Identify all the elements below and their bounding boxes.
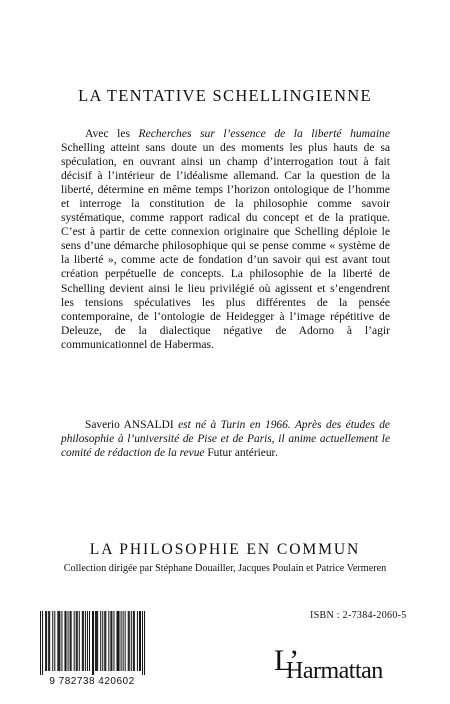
barcode-bar bbox=[58, 611, 59, 671]
barcode-bar bbox=[144, 611, 145, 675]
barcode-bar bbox=[129, 611, 130, 671]
barcode-bars bbox=[40, 611, 145, 675]
barcode-bar bbox=[70, 611, 71, 671]
barcode-bar bbox=[113, 611, 114, 671]
barcode-bar bbox=[46, 611, 47, 671]
author-bio-text: est né à Turin en 1966. Après des études de philosophie à l’université de Pise et de Paris, il anime actuellement le comité de rédaction de la revue bbox=[61, 419, 390, 460]
barcode-bar bbox=[139, 611, 140, 671]
barcode-bar bbox=[83, 611, 84, 671]
blurb-text-1: Avec les bbox=[85, 127, 139, 140]
publisher-logo bbox=[274, 644, 383, 685]
publisher-prefix: L’ bbox=[274, 644, 299, 677]
barcode-bar bbox=[59, 611, 60, 671]
barcode-digits: 9 782738 420602 bbox=[49, 676, 135, 687]
barcode-bar bbox=[125, 611, 126, 671]
barcode-bar bbox=[74, 611, 75, 671]
barcode-bar bbox=[133, 611, 134, 671]
barcode-bar bbox=[104, 611, 105, 671]
barcode-bar bbox=[54, 611, 55, 671]
barcode-bar bbox=[71, 611, 72, 671]
author-name: Saverio ANSALDI bbox=[85, 419, 174, 431]
barcode-bar bbox=[96, 611, 97, 671]
isbn: ISBN : 2-7384-2060-5 bbox=[310, 610, 407, 621]
barcode-bar bbox=[111, 611, 112, 671]
barcode-bar bbox=[97, 611, 98, 671]
barcode-bar bbox=[102, 611, 103, 671]
barcode-bar bbox=[117, 611, 118, 671]
blurb bbox=[61, 127, 390, 352]
barcode-bar bbox=[49, 611, 50, 671]
barcode-bar bbox=[134, 611, 135, 671]
barcode-bar bbox=[108, 611, 109, 671]
series-title: LA PHILOSOPHIE EN COMMUN bbox=[89, 541, 361, 558]
barcode-bar bbox=[95, 611, 96, 671]
barcode-bar bbox=[40, 611, 41, 675]
barcode-bar bbox=[79, 611, 80, 671]
barcode-bar bbox=[87, 611, 88, 671]
barcode-bar bbox=[140, 611, 141, 671]
barcode-bar bbox=[131, 611, 132, 671]
barcode-bar bbox=[77, 611, 78, 671]
barcode-bar bbox=[110, 611, 111, 671]
barcode-bar bbox=[100, 611, 101, 671]
barcode-bar bbox=[48, 611, 49, 671]
barcode-bar bbox=[89, 611, 90, 671]
barcode-bar bbox=[128, 611, 129, 671]
author-bio bbox=[61, 418, 390, 460]
series-editors: Collection dirigée par Stéphane Douailler, Jacques Poulain et Patrice Vermeren bbox=[63, 563, 387, 574]
barcode-bar bbox=[93, 611, 94, 675]
barcode-bar bbox=[137, 611, 138, 671]
blurb-book-reference: Recherches sur l’essence de la liberté humaine bbox=[138, 127, 390, 140]
barcode-bar bbox=[45, 611, 46, 671]
publisher-name: Harmattan bbox=[286, 658, 383, 684]
book-title: LA TENTATIVE SCHELLINGIENNE bbox=[78, 86, 372, 105]
barcode-bar bbox=[92, 611, 93, 675]
barcode-bar bbox=[118, 611, 119, 671]
bio-end: . bbox=[275, 447, 279, 460]
barcode-bar bbox=[123, 611, 124, 671]
barcode-bar bbox=[61, 611, 62, 671]
barcode-bar bbox=[142, 611, 143, 675]
barcode-bar bbox=[82, 611, 83, 671]
barcode-bar bbox=[76, 611, 77, 671]
barcode-bar bbox=[52, 611, 53, 671]
barcode-bar bbox=[68, 611, 69, 671]
barcode-bar bbox=[121, 611, 122, 671]
barcode-bar bbox=[57, 611, 58, 671]
blurb-text-2: Schelling atteint sans doute un des moments les plus hauts de sa spéculation, en ouvrant ainsi un champ d’interrogation tout à fait décisif à l’intérieur de l’idéalisme allemand. Car la question de la liberté, détermine en même temps l’horizon ontologique de l’homme et interroge la constitution de la philosophie comme savoir systématique, comme rapport radical du concept et de la pratique. C’est à partir de cette connexion originaire que Schelling déploie le sens d’une démarche philosophique qui se pense comme « système de la liberté », comme acte de fondation d’un savoir qui est avant tout création perpétuelle de concepts. La philosophie de la liberté de Schelling devient ainsi le lieu privilégié où agissent et s’engendrent les tensions spéculatives les plus différentes de la pensée contemporaine, de l’ontologie de Heidegger à l’image répétitive de Deleuze, de la dialectique négative de Adorno à l’agir communicationnel de Habermas. bbox=[61, 141, 390, 351]
barcode-bar bbox=[66, 611, 67, 671]
barcode-bar bbox=[119, 611, 120, 671]
journal-name: Futur antérieur bbox=[207, 447, 276, 460]
barcode-bar bbox=[85, 611, 86, 671]
barcode-bar bbox=[64, 611, 65, 671]
barcode bbox=[36, 611, 148, 687]
barcode-bar bbox=[42, 611, 43, 675]
barcode-bar bbox=[105, 611, 106, 671]
